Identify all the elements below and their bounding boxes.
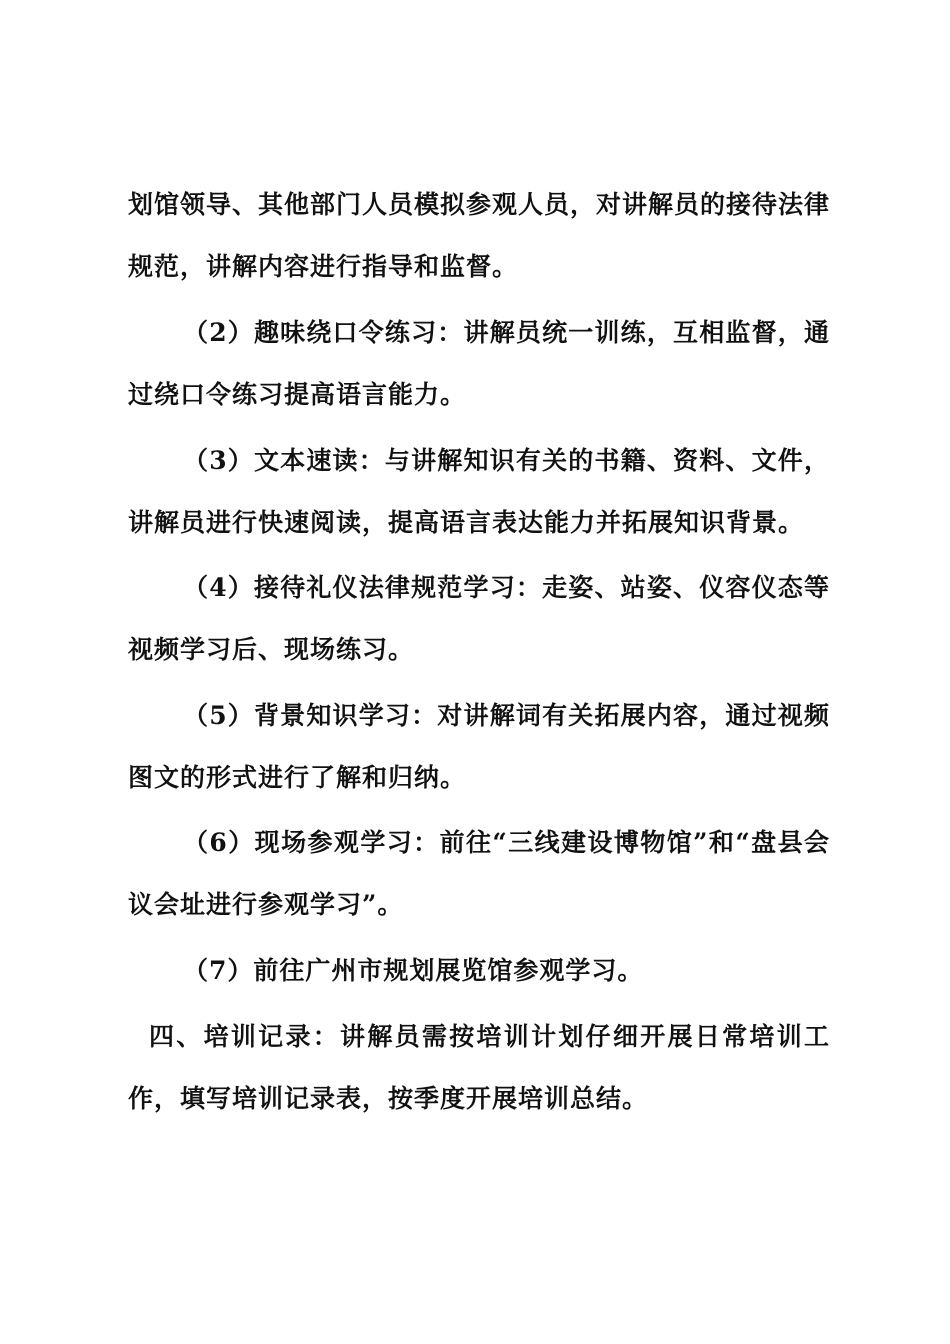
paragraph-item-3: （3）文本速读：与讲解知识有关的书籍、资料、文件，讲解员进行快速阅读，提高语言表达能力并拓展知识背景。 [128, 446, 830, 537]
section-training-records: 四、培训记录：讲解员需按培训计划仔细开展日常培训工作，填写培训记录表，按季度开展培训总结。 [128, 1022, 830, 1113]
paragraph-item-4: （4）接待礼仪法律规范学习：走姿、站姿、仪容仪态等视频学习后、现场练习。 [128, 573, 830, 664]
paragraph-item-6: （6）现场参观学习：前往“三线建设博物馆”和“盘县会议会址进行参观学习”。 [128, 828, 830, 919]
paragraph-item-7: （7）前往广州市规划展览馆参观学习。 [183, 956, 644, 985]
paragraph-item-2: （2）趣味绕口令练习：讲解员统一训练，互相监督，通过绕口令练习提高语言能力。 [128, 318, 830, 409]
paragraph-continuation: 划馆领导、其他部门人员模拟参观人员，对讲解员的接待法律规范，讲解内容进行指导和监督。 [128, 190, 831, 281]
paragraph-item-5: （5）背景知识学习：对讲解词有关拓展内容，通过视频图文的形式进行了解和归纳。 [128, 701, 830, 792]
